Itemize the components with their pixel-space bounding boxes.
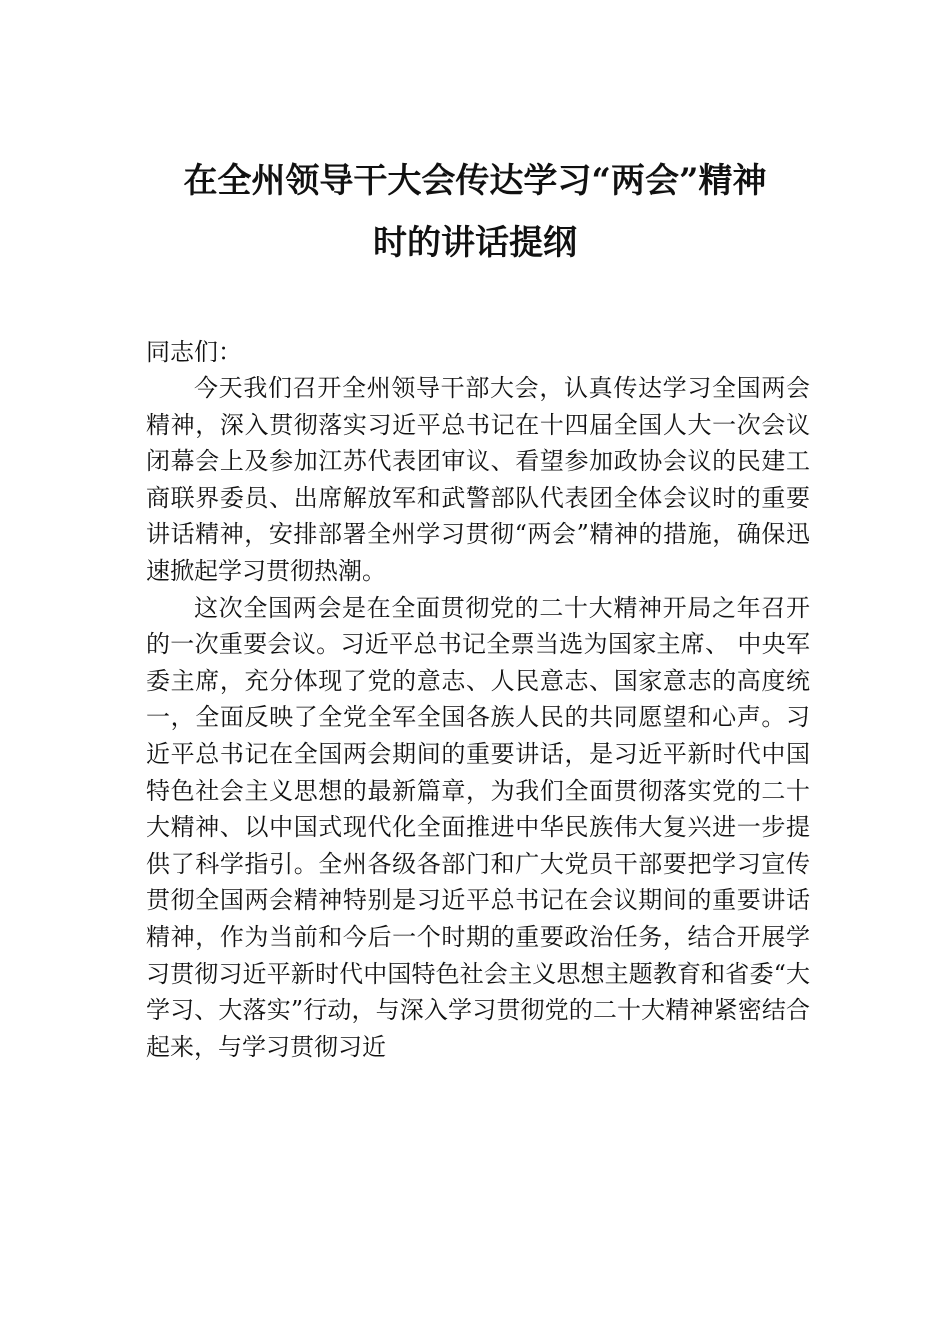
document-title (140, 150, 810, 274)
document-body (146, 370, 810, 1065)
salutation: 同志们： (146, 338, 242, 366)
paragraph-2: 这次全国两会是在全面贯彻党的二十大精神开局之年召开的一次重要会议。习近平总书记全票当选为国家主席、 中央军委主席，充分体现了党的意志、人民意志、国家意志的高度统一，全面反映了全党全军全国各族人民的共同愿望和心声。习近平总书记在全国两会期间的重要讲话，是习近平新时代中国特色社会主义思想的最新篇章，为我们全面贯彻落实党的二十大精神、以中国式现代化全面推进中华民族伟大复兴进一步提供了科学指引。全州各级各部门和广大党员干部要把学习宣传贯彻全国两会精神特别是习近平总书记在会议期间的重要讲话精神，作为当前和今后一个时期的重要政治任务，结合开展学习贯彻习近平新时代中国特色社会主义思想主题教育和省委“大学习、大落实”行动，与深入学习贯彻党的二十大精神紧密结合起来，与学习贯彻习近 (146, 593, 810, 1061)
paragraph-1: 今天我们召开全州领导干部大会，认真传达学习全国两会精神，深入贯彻落实习近平总书记在十四届全国人大一次会议闭幕会上及参加江苏代表团审议、看望参加政协会议的民建工商联界委员、出席解放军和武警部队代表团全体会议时的重要讲话精神，安排部署全州学习贯彻“两会”精神的措施，确保迅速掀起学习贯彻热潮。 (146, 374, 810, 585)
title-line-2: 时的讲话提纲 (373, 223, 577, 263)
title-line-1: 在全州领导干大会传达学习“两会”精神 (183, 161, 767, 201)
